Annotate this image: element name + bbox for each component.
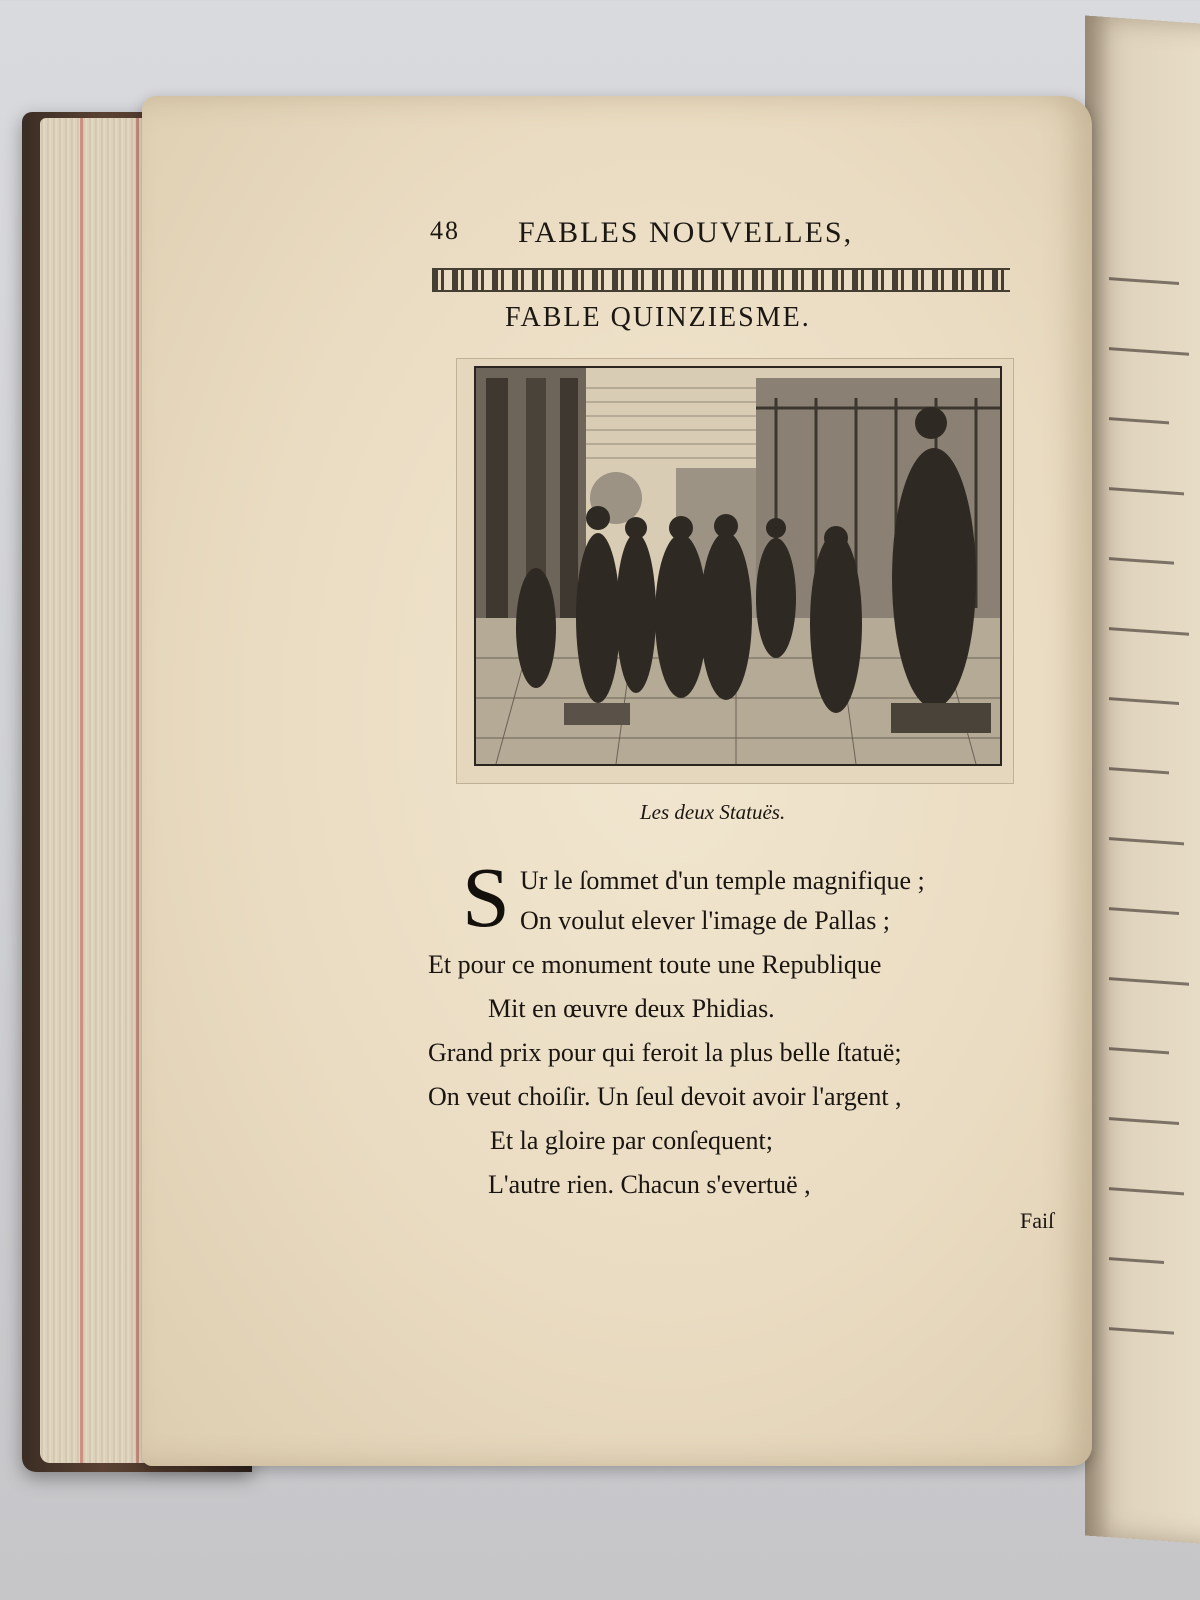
verse-line: Et la gloire par conſequent; <box>490 1126 774 1155</box>
running-head <box>430 216 950 258</box>
catchword: Faiſ <box>1020 1208 1055 1233</box>
facing-page <box>1085 15 1200 1544</box>
verse-line: Mit en œuvre deux Phidias. <box>488 994 775 1023</box>
verse-line: On voulut elever l'image de Pallas ; <box>520 906 891 935</box>
verse-line: Ur le ſommet d'un temple magnifique ; <box>520 866 925 895</box>
verse-line: On veut choiſir. Un ſeul devoit avoir l'argent , <box>428 1082 902 1111</box>
verse-line: L'autre rien. Chacun s'evertuë , <box>488 1170 811 1199</box>
page-number: 48 <box>430 216 460 245</box>
engraving-caption: Les deux Statuës. <box>640 800 786 824</box>
engraving-two-statues-icon <box>474 366 1002 766</box>
verse-line: Et pour ce monument toute une Republique <box>428 950 882 979</box>
verse-line: Grand prix pour qui feroit la plus belle ſtatuë; <box>428 1038 902 1067</box>
ornament-rule <box>432 268 1010 292</box>
drop-cap: S <box>462 849 510 945</box>
fable-title: FABLE QUINZIESME. <box>505 302 811 333</box>
running-head-title: FABLES NOUVELLES, <box>518 216 854 249</box>
